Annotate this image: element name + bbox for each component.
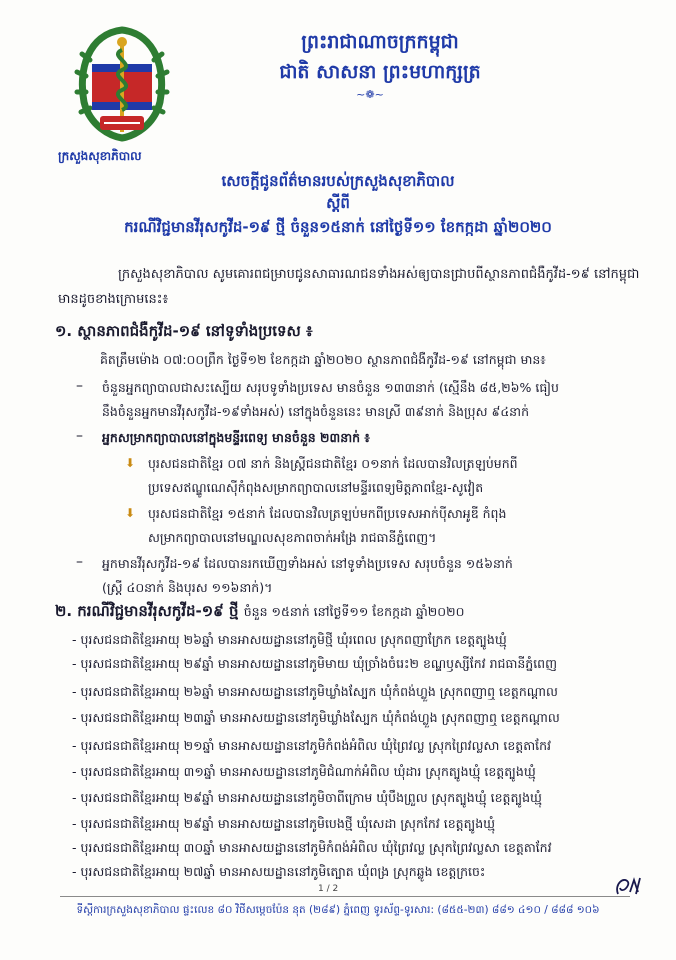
dash-bullet-icon: – [76, 378, 83, 394]
hospitalized-heading: អ្នកសម្រាកព្យាបាលនៅក្នុងមន្ទីរពេទ្យ មានចំនួន ២៣នាក់ ៖ [102, 430, 370, 445]
signature-initials-icon [612, 874, 646, 898]
section-2-heading-bold: ២. ករណីវិជ្ជមានវីរុសកូវីដ-១៩ ថ្មី [55, 602, 239, 620]
kingdom-title: ព្រះរាជាណាចក្រកម្ពុជា [301, 31, 459, 53]
total-cases-line-2: (ស្ត្រី ៤០នាក់ និងបុរស ១១៦នាក់)។ [102, 580, 273, 595]
dash-bullet-icon: – [76, 428, 83, 444]
press-release-subject-label: ស្តីពី [326, 194, 350, 212]
dash-bullet-icon: – [76, 554, 83, 570]
footer-address: ទីស្តីការក្រសួងសុខាភិបាល ផ្ទះលេខ ៨០ វិថីសម្តេចប៉ែន នុត (២៨៩) ភ្នំពេញ ទូរស័ព្ទ-ទូរសារ: (៨៥៥-២៣) ៨៨១ ៤១០ / ៨៨៨ ១០៦ [76, 904, 600, 916]
case-item: - បុរសជនជាតិខ្មែរអាយុ ២៣ឆ្នាំ មានអាសយដ្ឋាននៅភូមិឃ្លាំងស្បែក ឃុំកំពង់ហ្លួង ស្រុកពញាឮ ខេត្តកណ្តាល [72, 710, 560, 725]
ornament-divider: ~❁~ [356, 88, 384, 101]
case-item: - បុរសជនជាតិខ្មែរអាយុ ២៩ឆ្នាំ មានអាសយដ្ឋាននៅភូមិចាពីក្រោម ឃុំបឹងព្រួល ស្រុកត្បូងឃ្មុំ ខេត្តត្បូងឃ្មុំ [72, 790, 542, 805]
case-item: - បុរសជនជាតិខ្មែរអាយុ ២១ឆ្នាំ មានអាសយដ្ឋាននៅភូមិកំពង់អំពិល ឃុំព្រៃវល្ល ស្រុកព្រៃវល្លសា ខេត្តតាកែវ [72, 738, 551, 753]
ministry-logo-icon [70, 20, 174, 146]
arrow-bullet-icon: ⬇ [125, 456, 136, 470]
national-motto: ជាតិ សាសនា ព្រះមហាក្សត្រ [279, 61, 481, 83]
recovered-line-2: នឹងចំនួនអ្នកមានវីរុសកូវីដ-១៩ទាំងអស់) នៅក្នុងចំនួននេះ មានស្រី ៣៩នាក់ និងប្រុស ៩៤នាក់ [102, 404, 530, 419]
case-item: - បុរសជនជាតិខ្មែរអាយុ ២៩ឆ្នាំ មានអាសយដ្ឋាននៅភូមិមាយ ឃុំច្រាំងចំរេះ២ ខណ្ឌឫស្សីកែវ រាជធានីភ្នំពេញ [72, 656, 558, 671]
hospitalized-group-1-line-1: បុរសជនជាតិខ្មែរ ០៧ នាក់ និងស្ត្រីជនជាតិខ្មែរ ០១នាក់ ដែលបានវិលត្រឡប់មកពី [148, 456, 518, 471]
case-item: - បុរសជនជាតិខ្មែរអាយុ ២៦ឆ្នាំ មានអាសយដ្ឋាននៅភូមិឃ្លាំងស្បែក ឃុំកំពង់ហ្លួង ស្រុកពញាឮ ខេត្តកណ្តាល [72, 684, 558, 699]
case-item: - បុរសជនជាតិខ្មែរអាយុ ៣០ឆ្នាំ មានអាសយដ្ឋាននៅភូមិកំពង់អំពិល ឃុំព្រៃវល្ល ស្រុកព្រៃវល្លសា ខេត្តតាកែវ [72, 840, 552, 855]
ministry-name: ក្រសួងសុខាភិបាល [58, 149, 142, 163]
hospitalized-group-1-line-2: ប្រទេសឥណ្ឌូណេស៊ីកំពុងសម្រាកព្យាបាលនៅមន្ទីរពេទ្យមិត្តភាពខ្មែរ-សូវៀត [148, 480, 484, 495]
intro-paragraph: ក្រសួងសុខាភិបាល សូមគោរពជម្រាបជូនសាធារណជនទាំងអស់ឲ្យបានជ្រាបពីស្ថានភាពជំងឺកូវីដ-១៩ នៅកម្ពុជា មានដូចខាងក្រោមនេះ៖ [58, 267, 640, 307]
arrow-bullet-icon: ⬇ [125, 506, 136, 520]
recovered-line-1: ចំនួនអ្នកព្យាបាលជាសះស្បើយ សរុបទូទាំងប្រទេស មានចំនួន ១៣៣នាក់ (ស្មើនឹង ៨៥,២៦% ធៀប [102, 380, 559, 395]
section-1-heading: ១. ស្ថានភាពជំងឺកូវីដ-១៩ នៅទូទាំងប្រទេស ៖ [55, 322, 313, 340]
section-2-heading [55, 602, 464, 624]
footer-divider [60, 896, 630, 897]
page-number: 1 / 2 [318, 884, 339, 894]
total-cases-line-1: អ្នកមានវីរុសកូវីដ-១៩ ដែលបានរកឃើញទាំងអស់ នៅទូទាំងប្រទេស សរុបចំនួន ១៥៦នាក់ [102, 556, 513, 571]
press-release-subject: ករណីវិជ្ជមានវីរុសកូវីដ-១៩ ថ្មី ចំនួន១៥នាក់ នៅថ្ងៃទី១១ ខែកក្កដា ឆ្នាំ២០២០ [124, 218, 552, 236]
section-2-heading-detail: ចំនួន ១៥នាក់ នៅថ្ងៃទី១១ ខែកក្កដា ឆ្នាំ២០២០ [243, 604, 465, 619]
section-1-intro: គិតត្រឹមម៉ោង ០៧:០០ព្រឹក ថ្ងៃទី១២ ខែកក្កដា ឆ្នាំ២០២០ ស្ថានភាពជំងឺកូវីដ-១៩ នៅកម្ពុជា មាន៖ [100, 352, 546, 367]
case-item: - បុរសជនជាតិខ្មែរអាយុ ៣១ឆ្នាំ មានអាសយដ្ឋាននៅភូមិជំណាក់អំពិល ឃុំដារ ស្រុកត្បូងឃ្មុំ ខេត្តត្បូងឃ្មុំ [72, 764, 536, 779]
hospitalized-group-2-line-1: បុរសជនជាតិខ្មែរ ១៥នាក់ ដែលបានវិលត្រឡប់មកពីប្រទេសអាក់ប៉ីសាអូឌី កំពុង [148, 506, 507, 521]
case-item: - បុរសជនជាតិខ្មែរអាយុ ២៧ឆ្នាំ មានអាសយដ្ឋាននៅភូមិត្បោត ឃុំពង្រ ស្រុកឆ្លូង ខេត្តក្រចេះ [72, 864, 486, 879]
hospitalized-group-2-line-2: សម្រាកព្យាបាលនៅមណ្ឌលសុខភាពចាក់អង្រែ រាជធានីភ្នំពេញ។ [148, 530, 437, 545]
case-item: - បុរសជនជាតិខ្មែរអាយុ ២៦ឆ្នាំ មានអាសយដ្ឋាននៅភូមិថ្មី ឃុំរពេល ស្រុកពញាក្រែក ខេត្តត្បូងឃ្មុំ [72, 632, 507, 647]
press-release-title: សេចក្តីជូនព័ត៌មានរបស់ក្រសួងសុខាភិបាល [221, 172, 455, 190]
case-item: - បុរសជនជាតិខ្មែរអាយុ ២៩ឆ្នាំ មានអាសយដ្ឋាននៅភូមិបេងថ្មី ឃុំសេដា ស្រុកកែវ ខេត្តត្បូងឃ្មុំ [72, 816, 496, 831]
